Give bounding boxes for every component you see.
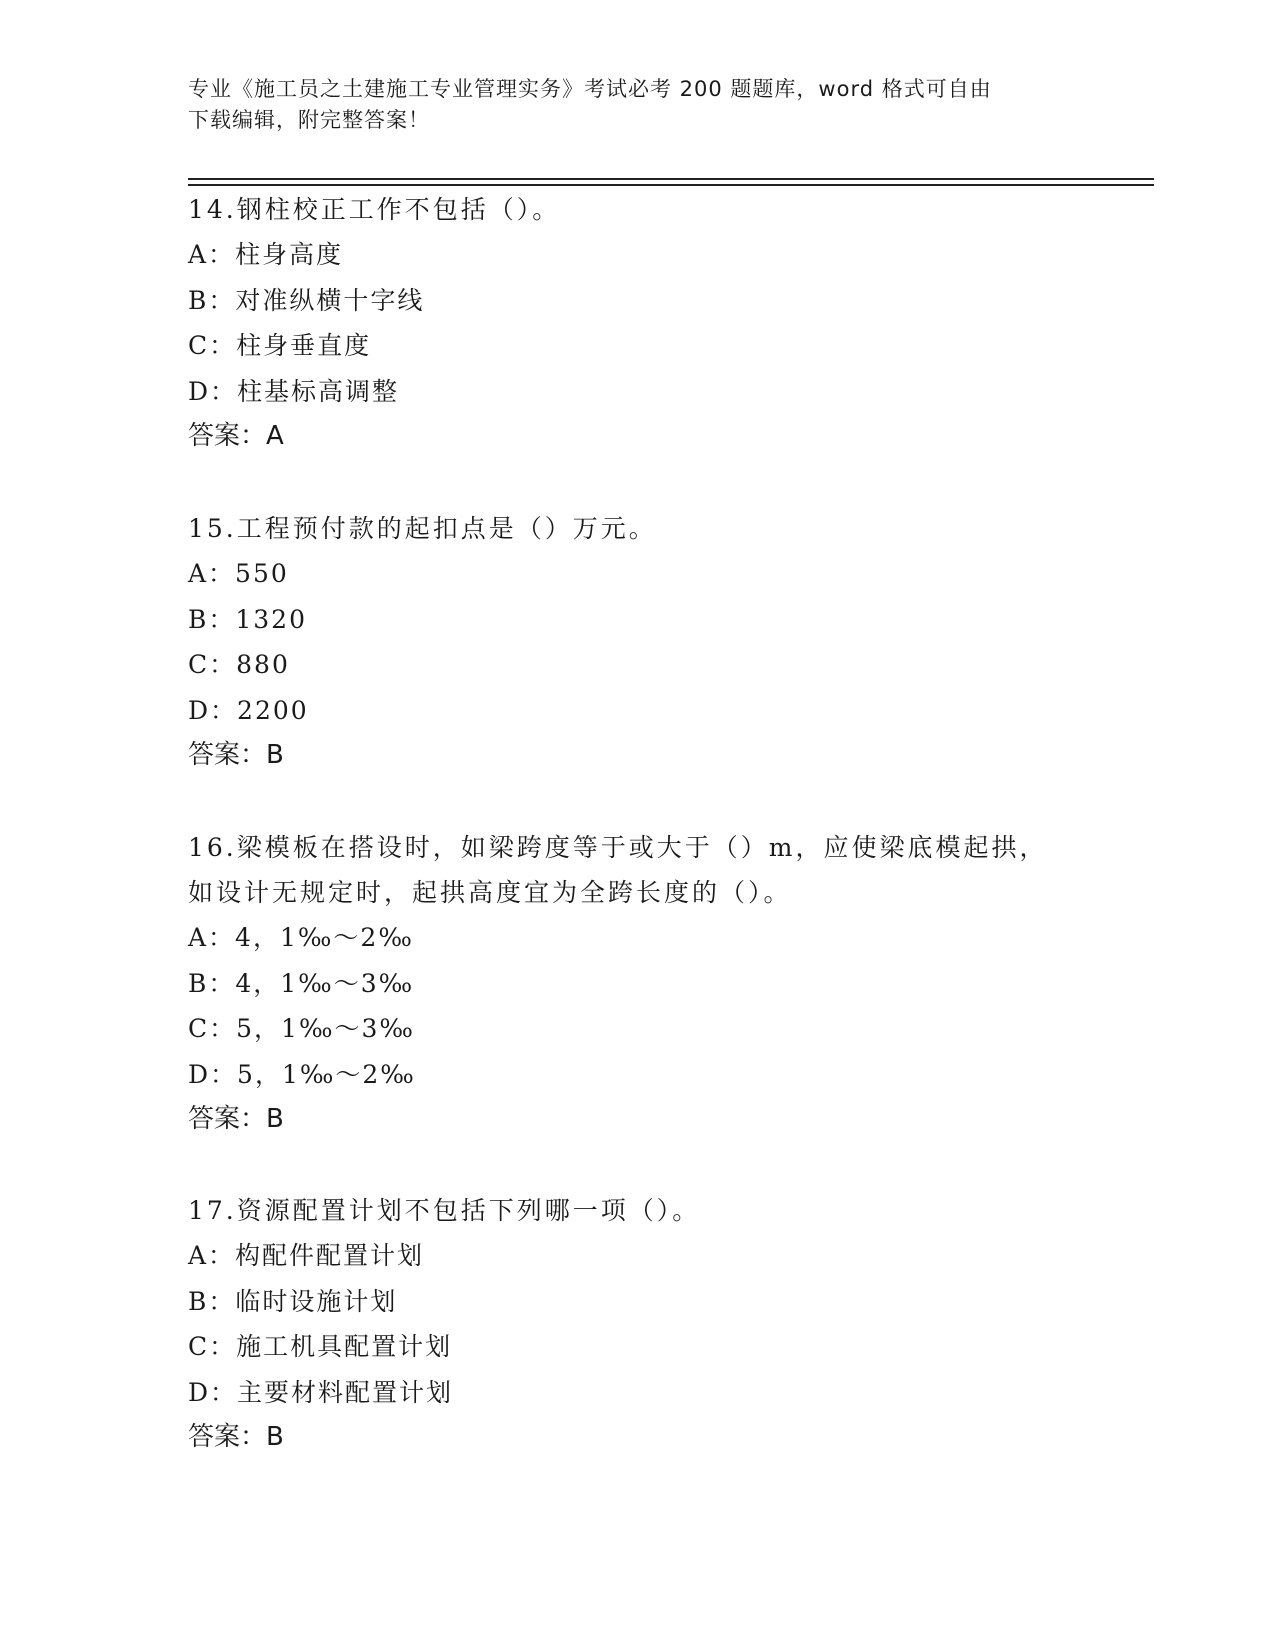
- option-c: C：880: [188, 650, 290, 679]
- option-a: A：柱身高度: [188, 240, 344, 269]
- question-text-line-2: 如设计无规定时，起拱高度宜为全跨长度的（）。: [188, 878, 792, 907]
- option-b: B：4，1‰～3‰: [188, 968, 415, 998]
- option-d: D：柱基标高调整: [188, 376, 400, 406]
- answer: 答案：B: [188, 1104, 284, 1134]
- question-text: 17.资源配置计划不包括下列哪一项（）。: [188, 1196, 701, 1225]
- question-text: 14.钢柱校正工作不包括（）。: [188, 195, 561, 224]
- header-divider-top: [188, 178, 1154, 180]
- option-c: C：柱身垂直度: [188, 331, 372, 360]
- answer: 答案：B: [188, 740, 284, 770]
- question-text-line-1: 16.梁模板在搭设时，如梁跨度等于或大于（）m，应使梁底模起拱，: [188, 833, 1048, 862]
- option-a: A：550: [188, 559, 289, 588]
- answer: 答案：B: [188, 1422, 284, 1452]
- question-text: 15.工程预付款的起扣点是（）万元。: [188, 514, 657, 543]
- document-header: [188, 74, 1088, 136]
- question-14: [188, 187, 1148, 459]
- option-c: C：5，1‰～3‰: [188, 1014, 415, 1043]
- question-16: [188, 825, 1148, 1142]
- option-d: D：主要材料配置计划: [188, 1377, 454, 1407]
- option-d: D：2200: [188, 695, 309, 725]
- option-a: A：4，1‰～2‰: [188, 923, 414, 952]
- answer: 答案：A: [188, 421, 284, 451]
- option-a: A：构配件配置计划: [188, 1241, 425, 1270]
- question-17: [188, 1188, 1148, 1460]
- option-b: B：临时设施计划: [188, 1286, 398, 1316]
- question-15: [188, 506, 1148, 778]
- option-c: C：施工机具配置计划: [188, 1332, 453, 1361]
- option-b: B：对准纵横十字线: [188, 285, 425, 315]
- header-line-2: 下载编辑，附完整答案！: [188, 108, 430, 132]
- header-divider-bottom: [188, 184, 1154, 186]
- header-line-1: 专业《施工员之土建施工专业管理实务》考试必考 200 题题库，word 格式可自由: [188, 77, 992, 101]
- option-d: D：5，1‰～2‰: [188, 1059, 416, 1089]
- option-b: B：1320: [188, 604, 307, 634]
